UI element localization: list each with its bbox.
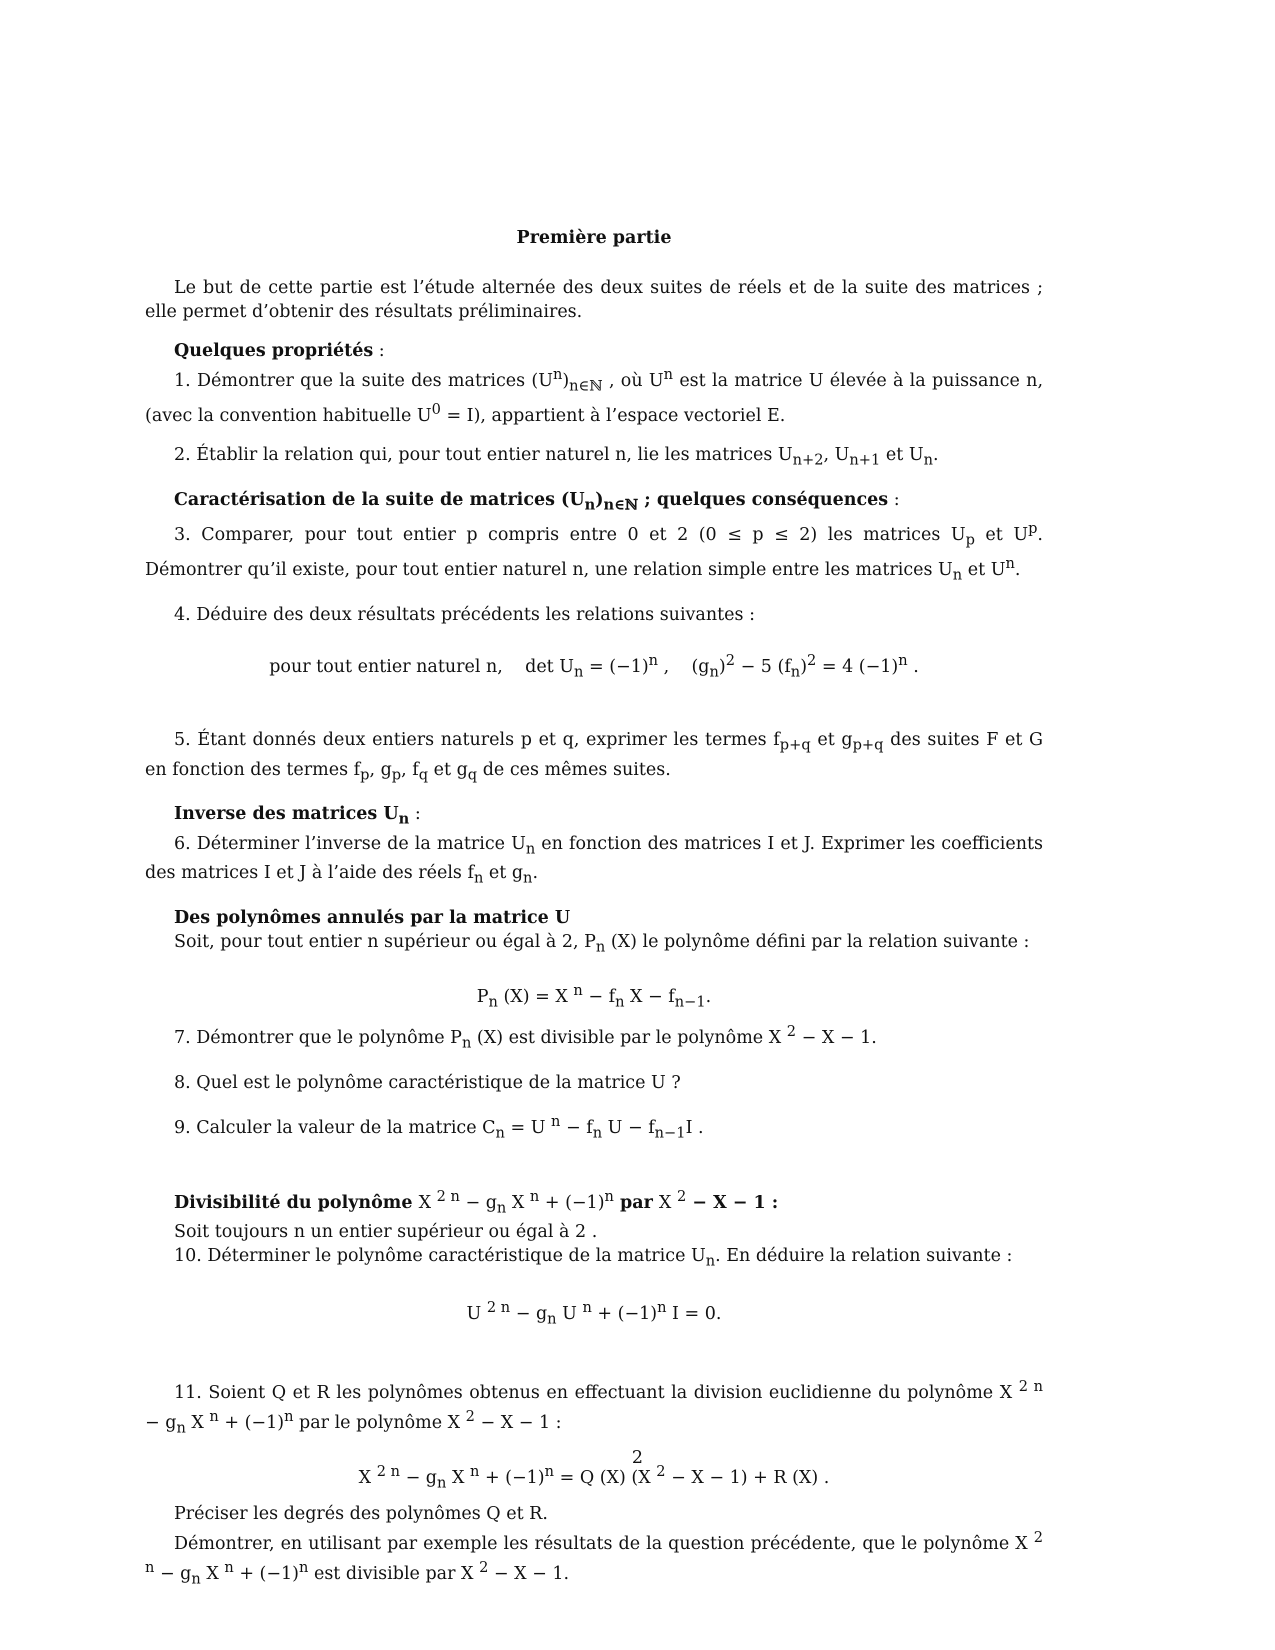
- question-2: 2. Établir la relation qui, pour tout entier naturel n, lie les matrices $U_{n+2}$, $U_{n+1}$ et $U_n$.: [174, 445, 939, 469]
- question-10: 10. Déterminer le polynôme caractéristique de la matrice $U_n$. En déduire la relation suivante :: [174, 1246, 1013, 1270]
- question-11-degrees: Préciser les degrés des polynômes Q et R.: [174, 1503, 548, 1524]
- question-8: 8. Quel est le polynôme caractéristique de la matrice U ?: [174, 1072, 681, 1093]
- question-5: 5. Étant donnés deux entiers naturels p et q, exprimer les termes $f_{p+q}$ et $g_{p+q}$ des suites F et G en fonction des termes $f_p$, $g_p$, $f_q$ et $g_q$ de ces mêmes suites.: [145, 730, 1044, 784]
- question-1: 1. Démontrer que la suite des matrices $(U^n)_{n\in ℕ}$ , où $U^n$ est la matrice U élevée à la puissance n, (avec la convention habituelle $U^0 = I$), appartient à l’espace vectoriel E.: [145, 366, 1044, 427]
- equation-4: pour tout entier naturel n, $\det U_n = (-1)^n$ , $(g_n)^2 - 5$ $(f_n)^2 = 4$ $(-1)^n$ .: [269, 651, 919, 681]
- question-4: 4. Déduire des deux résultats précédents les relations suivantes :: [174, 604, 755, 625]
- question-9: 9. Calculer la valeur de la matrice $C_n = U$ $^n - f_n$ $U - f_{n-1}I$ .: [174, 1112, 704, 1142]
- equation-10: U $^{2 n} - g_n$ U $^n + (-1)^n$ I = 0.: [466, 1298, 722, 1328]
- polynomial-definition: Soit, pour tout entier n supérieur ou égal à 2, $P_n$ (X) le polynôme défini par la relation suivante :: [174, 931, 1030, 956]
- question-11: 11. Soient Q et R les polynômes obtenus en effectuant la division euclidienne du polynôme X $^{2 n} - g_n$ X $^n + (-1)^n$ par le polynôme X $^2$ − X − 1 :: [145, 1378, 1044, 1437]
- intro-paragraph: Le but de cette partie est l’étude alternée des deux suites de réels et de la suite des matrices ; elle permet d’obtenir des résultats préliminaires.: [145, 278, 1043, 322]
- divisibility-intro: Soit toujours n un entier supérieur ou égal à 2 .: [174, 1222, 598, 1243]
- subheading-inverse: Inverse des matrices $U_n$ :: [174, 804, 421, 828]
- equation-11: X $^{2 n} - g_n$ X $^n + (-1)^n = Q$ (X) (X $^2$ − X − 1) + R (X) .: [358, 1463, 830, 1492]
- subheading-divisibilite: Divisibilité du polynôme X $^{2 n} - g_n$ X $^n + (-1)^n$ par X $^2$ − X − 1 :: [174, 1188, 779, 1217]
- subheading-quelques-proprietes: Quelques propriétés :: [174, 341, 385, 361]
- question-3: 3. Comparer, pour tout entier p compris entre 0 et 2 (0 ≤ p ≤ 2) les matrices $U_p$ et $U^p$. Démontrer qu’il existe, pour tout entier naturel n, une relation simple entre les matrices $U_n$ et $U^n$.: [145, 520, 1043, 584]
- page-number: 2: [631, 1448, 644, 1468]
- question-7: 7. Démontrer que le polynôme $P_n$ (X) est divisible par le polynôme X $^2$ − X − 1.: [174, 1023, 877, 1052]
- question-6: 6. Déterminer l’inverse de la matrice $U_n$ en fonction des matrices I et J. Exprimer les coefficients des matrices I et J à l’aide des réels $f_n$ et $g_n$.: [145, 833, 1043, 887]
- subheading-caracterisation: Caractérisation de la suite de matrices $(U_n)_{n\in ℕ}$ ; quelques conséquences :: [174, 489, 900, 514]
- equation-pn: $P_n$ (X) = X $^n - f_n$ $X - f_{n-1}$.: [476, 982, 712, 1011]
- subheading-polynomes: Des polynômes annulés par la matrice U: [174, 907, 571, 928]
- page-content: [145, 226, 1043, 1591]
- section-title: Première partie: [516, 228, 672, 248]
- question-11-divisibility: Démontrer, en utilisant par exemple les résultats de la question précédente, que le polynôme X $^{2 n} - g_n$ X $^n + (-1)^n$ est divisible par X $^2$ − X − 1.: [145, 1528, 1043, 1587]
